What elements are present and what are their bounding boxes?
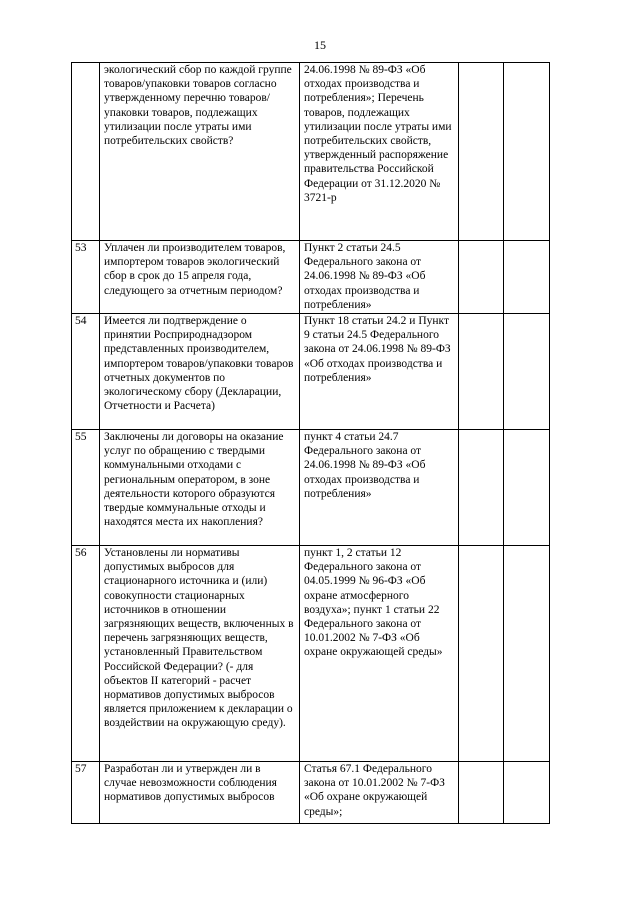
answer-no-cell[interactable] [504, 762, 550, 824]
table-row [72, 430, 550, 546]
answer-no-cell[interactable] [504, 314, 550, 430]
row-number: 53 [72, 241, 100, 314]
reference-cell [300, 430, 459, 546]
table-row [72, 241, 550, 314]
reference-text: пункт 4 статьи 24.7 Федерального закона от 24.06.1998 № 89-ФЗ «Об отходах производства и потребления» [304, 431, 426, 500]
reference-text: 24.06.1998 № 89-ФЗ «Об отходах производства и потребления»; Перечень товаров, подлежащих утилизации после утраты ими потребительских свойств, утвержденный распоряжение правительства Российской Федерации от 31.12.2020 № 3721-р [304, 64, 452, 204]
question-text: Разработан ли и утвержден ли в случае невозможности соблюдения нормативов допустимых выбросов [104, 763, 277, 804]
reference-cell [300, 314, 459, 430]
reference-text: Статья 67.1 Федерального закона от 10.01.2002 № 7-ФЗ «Об охране окружающей среды»; [304, 763, 445, 818]
question-text: Установлены ли нормативы допустимых выбросов для стационарного источника и (или) совокупности стационарных источников в отношении загрязняющих веществ, включенных в перечень загрязняющих веществ, установленный Правительством Российской Федерации? (- для объектов II категорий - расчет нормативов допустимых выбросов является приложением к декларации о воздействии на окружающую среду). [104, 547, 294, 730]
row-number: 57 [72, 762, 100, 824]
question-cell [100, 63, 300, 241]
reference-cell [300, 63, 459, 241]
reference-text: Пункт 18 статьи 24.2 и Пункт 9 статьи 24.5 Федерального закона от 24.06.1998 № 89-ФЗ «Об отходах производства и потребления» [304, 315, 451, 384]
answer-yes-cell[interactable] [459, 762, 504, 824]
question-text: экологический сбор по каждой группе товаров/упаковки товаров согласно утвержденному перечню товаров/упаковки товаров, подлежащих утилизации после утраты ими потребительских свойств? [104, 64, 292, 148]
answer-no-cell[interactable] [504, 430, 550, 546]
reference-cell [300, 762, 459, 824]
question-cell [100, 430, 300, 546]
table-row [72, 762, 550, 824]
row-number: 54 [72, 314, 100, 430]
page-number: 15 [314, 38, 326, 52]
answer-yes-cell[interactable] [459, 241, 504, 314]
question-text: Заключены ли договоры на оказание услуг по обращению с твердыми коммунальными отходами с региональным оператором, в зоне деятельности которого образуются твердые коммунальные отходы и находятся места их накопления? [104, 431, 284, 529]
question-cell [100, 546, 300, 762]
question-text: Уплачен ли производителем товаров, импортером товаров экологический сбор в срок до 15 апреля года, следующего за отчетным периодом? [104, 242, 286, 297]
table-row [72, 314, 550, 430]
answer-yes-cell[interactable] [459, 314, 504, 430]
question-cell [100, 762, 300, 824]
row-number: 56 [72, 546, 100, 762]
reference-text: Пункт 2 статьи 24.5 Федерального закона от 24.06.1998 № 89-ФЗ «Об отходах производства и потребления» [304, 242, 426, 311]
answer-yes-cell[interactable] [459, 63, 504, 241]
question-cell [100, 314, 300, 430]
table-row [72, 63, 550, 241]
answer-no-cell[interactable] [504, 546, 550, 762]
answer-no-cell[interactable] [504, 63, 550, 241]
row-number: 55 [72, 430, 100, 546]
question-text: Имеется ли подтверждение о принятии Росприроднадзором представленных производителем, импортером товаров/упаковки товаров отчетных документов по экологическому сбору (Декларации, Отчетности и Расчета) [104, 315, 294, 413]
checklist-table [71, 62, 550, 824]
table-row [72, 546, 550, 762]
question-cell [100, 241, 300, 314]
reference-cell [300, 241, 459, 314]
reference-cell [300, 546, 459, 762]
answer-yes-cell[interactable] [459, 430, 504, 546]
reference-text: пункт 1, 2 статьи 12 Федерального закона от 04.05.1999 № 96-ФЗ «Об охране атмосферного воздуха»; пункт 1 статьи 22 Федерального закона от 10.01.2002 № 7-ФЗ «Об охране окружающей среды» [304, 547, 443, 659]
answer-yes-cell[interactable] [459, 546, 504, 762]
row-number [72, 63, 100, 241]
answer-no-cell[interactable] [504, 241, 550, 314]
